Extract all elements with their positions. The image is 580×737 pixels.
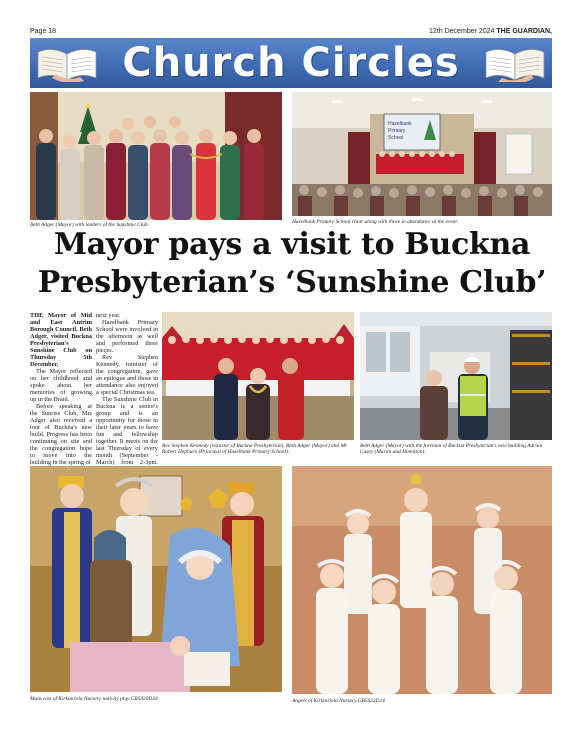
article-paragraph: next year. — [96, 312, 121, 319]
article-lead: THE Mayor of Mid and East Antrim Borough Council, Beth Adger, visited Buckna Presbyterian's Sunshine Club on Thursday 5th December. — [30, 312, 92, 368]
caption-top-right: Hazelbank Primary School choir along with those in attendance at the event. — [292, 219, 459, 225]
page-number: Page 18 — [30, 28, 57, 35]
photo-minister-mayor-principal — [162, 312, 354, 440]
svg-text:Primary: Primary — [388, 128, 406, 134]
article-column-2 — [96, 312, 158, 487]
choir-row — [376, 154, 464, 174]
manger-box — [184, 652, 230, 686]
nativity-illustration — [30, 466, 282, 692]
banner-title: Church Circles — [122, 40, 460, 86]
section-banner — [30, 38, 552, 88]
building-site-illustration — [360, 312, 552, 440]
minister-figure — [214, 374, 238, 440]
screen-text: Hazelbank — [388, 121, 412, 127]
paper-name: THE GUARDIAN, — [496, 28, 552, 35]
baby-doll — [170, 636, 190, 656]
date-text: 12th December 2024 — [429, 28, 495, 35]
trio-photo-illustration — [162, 312, 354, 440]
hall-photo-illustration — [292, 92, 552, 216]
article-paragraph: Rev Stephen Kennedy, minister of the congregation, gave an epilogue and those in attendance also enjoyed a special Christmas tea. — [96, 354, 158, 396]
caption-bottom-left: Main cast of Kirkinriola Nursery nativity play.GB5020D24 — [30, 696, 158, 702]
article-column-1 — [30, 312, 92, 466]
photo-nursery-angels — [292, 466, 552, 694]
caption-middle-right: Beth Adger (Mayor) with the foreman of Buckna Presbyterian's new building Adrian Casey (Martin and Hamilton). — [360, 443, 543, 456]
article-paragraph: The Sunshine Club in Buckna is a senior's group and is an opportunity for those in their later years to have fun and fellowship together. It meets on the last Thursday of every month (September - March) from 2-3pm. — [96, 396, 158, 466]
caption-middle-left: Rev Stephen Kennedy (minister of Buckna Presbyterian), Beth Adger (Mayor) and Mr Robert Hepburn (Principal of Hazelbank Primary School). — [162, 443, 348, 456]
photo-school-choir-hall — [292, 92, 552, 216]
group-photo-illustration — [30, 92, 282, 220]
article-paragraph: Hazelbank Primary School were involved in the afternoon as well and performed three pieces. — [96, 319, 158, 354]
caption-bottom-right: Angels of Kirkinriola Nursery.GB5022D24 — [292, 698, 385, 704]
issue-date — [429, 28, 552, 35]
photo-mayor-with-foreman — [360, 312, 552, 440]
mayor-figure — [420, 386, 448, 440]
caption-top-left: Beth Adger (Mayor) with leaders of the Sunshine Club. — [30, 222, 149, 228]
svg-text:School: School — [388, 135, 404, 141]
article-headline: Mayor pays a visit to Buckna Presbyterian’s ‘Sunshine Club’ — [37, 227, 547, 300]
article-paragraph: The Mayor reflected on her childhood and spoke about her memories of growing up in the Braid. — [30, 368, 92, 403]
photo-nativity-cast — [30, 466, 282, 692]
angels-illustration — [292, 466, 552, 694]
article-paragraph: Before speaking at the Sunrise Club, Mrs Adger also received a tour of Buckna's new build. Progress has been continuing on site and the congregation hope to move into the building in the spring of — [30, 403, 92, 466]
photo-sunshine-club-leaders — [30, 92, 282, 220]
principal-figure — [278, 374, 304, 440]
